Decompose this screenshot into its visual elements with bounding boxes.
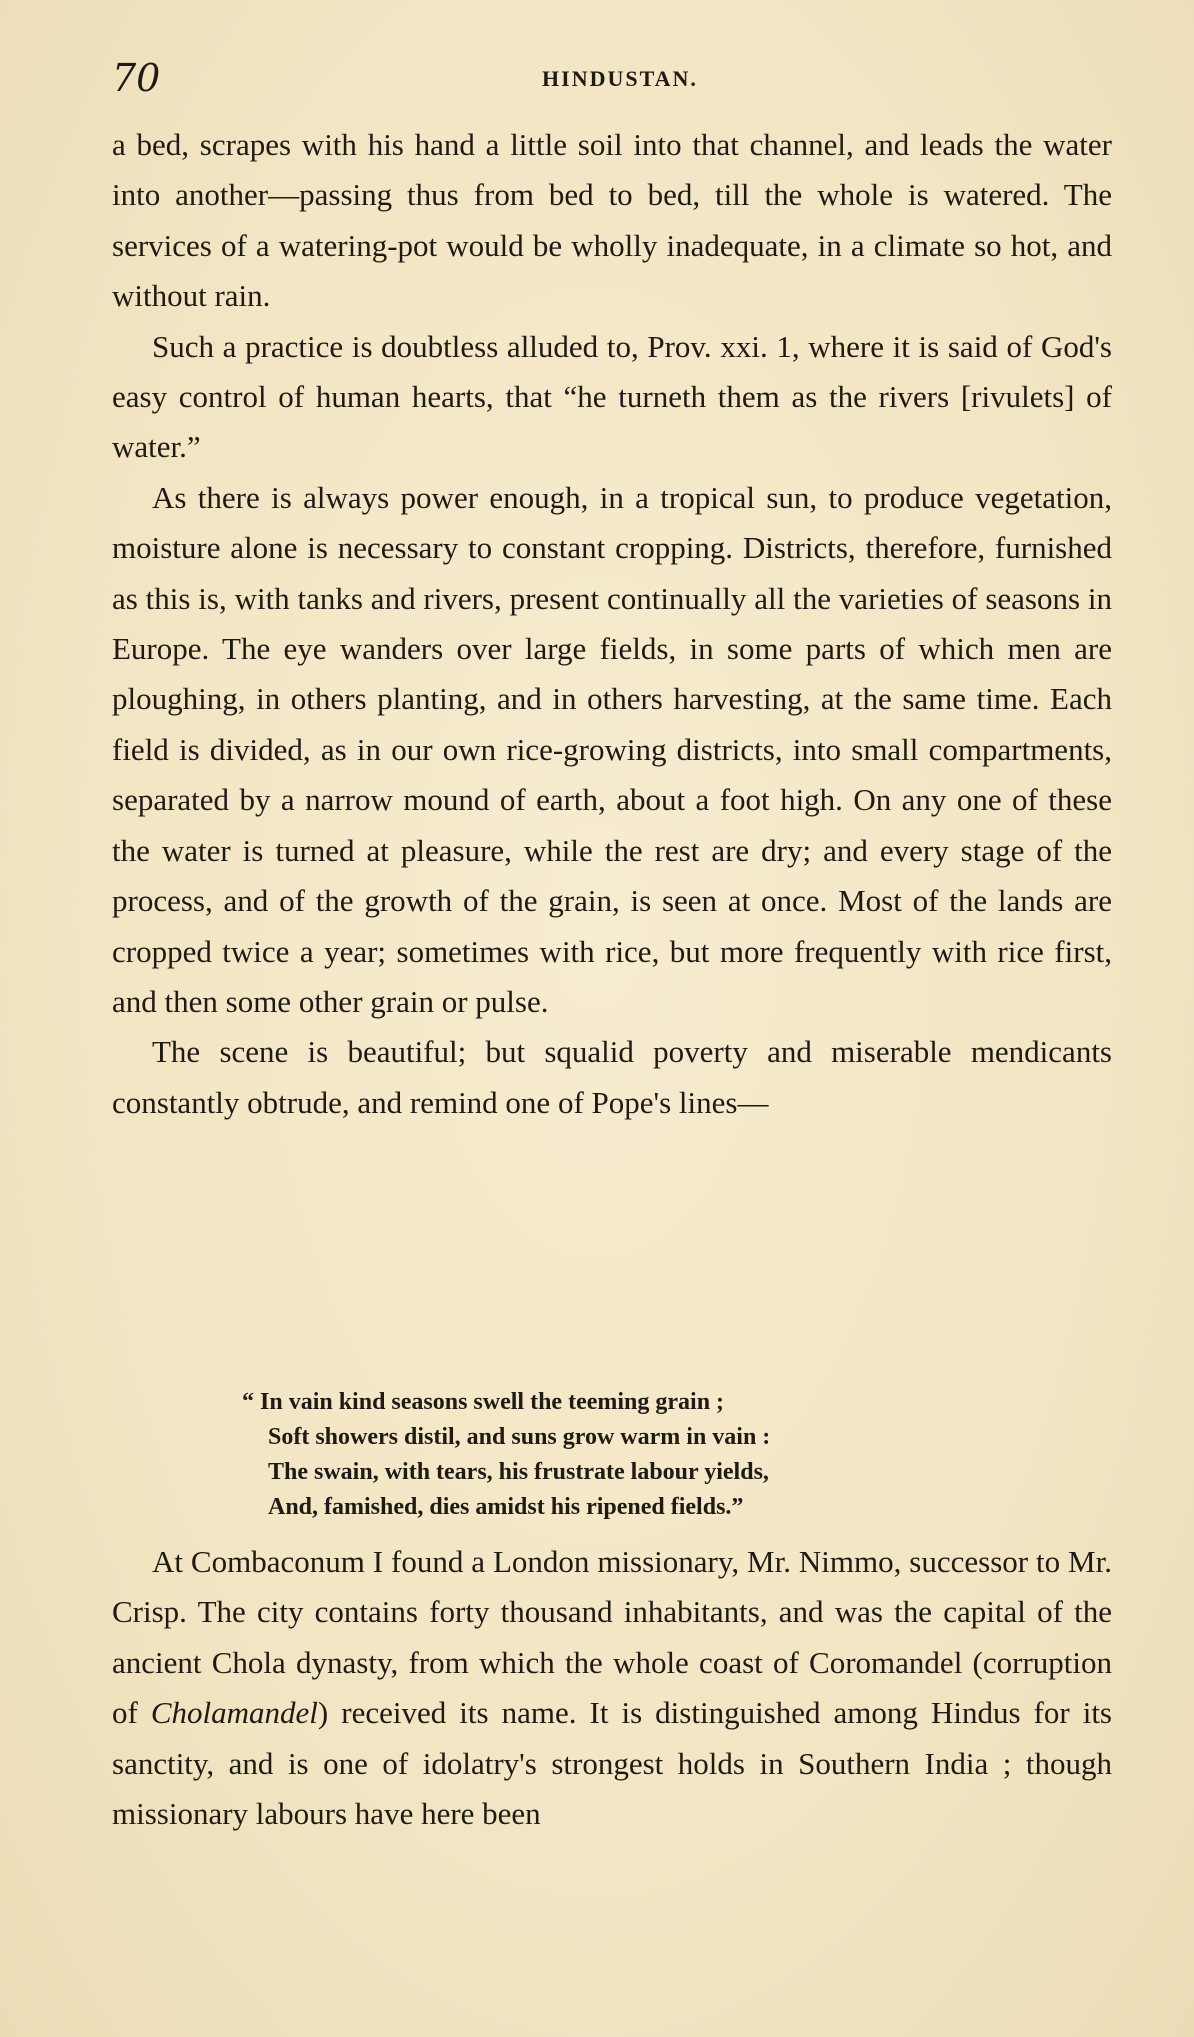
paragraph-text: At Combaconum I found a London missionary, Mr. Nimmo, successor to Mr. Crisp. The city contains forty thousand inhabitants, and was the capital of the ancient Chola dynasty, from which the whole coast of Coromandel (corruption of	[112, 1544, 1112, 1731]
verse-line: And, famished, dies amidst his ripened fields.”	[268, 1494, 744, 1520]
italic-term: Cholamandel	[150, 1695, 318, 1731]
body-text-continued	[112, 1537, 1112, 1839]
page-number: 70	[112, 56, 161, 100]
running-head: HINDUSTAN.	[542, 66, 698, 91]
verse-line: The swain, with tears, his frustrate labour yields,	[268, 1459, 769, 1485]
paragraph-continued: a bed, scrapes with his hand a little soil into that channel, and leads the water into another—passing thus from bed to bed, till the whole is watered. The services of a watering-pot would be wholly inadequate, in a climate so hot, and without rain.	[112, 127, 1112, 314]
verse-line: “ In vain kind seasons swell the teeming grain ;	[242, 1389, 725, 1415]
verse-quotation	[242, 1385, 982, 1525]
paragraph-text: ) received its name. It is distinguished among Hindus for its sanctity, and is one of idolatry's strongest holds in Southern India ; though missionary labours have here been	[112, 1695, 1112, 1832]
paragraph-combaconum	[112, 1537, 1112, 1839]
verse-line: Soft showers distil, and suns grow warm in vain :	[268, 1424, 771, 1450]
body-text	[112, 120, 1112, 1128]
paragraph-cropping: As there is always power enough, in a tropical sun, to produce vegetation, moisture alone is necessary to constant cropping. Districts, therefore, furnished as this is, with tanks and rivers, present continually all the varieties of seasons in Europe. The eye wanders over large fields, in some parts of which men are ploughing, in others planting, and in others harvesting, at the same time. Each field is divided, as in our own rice-growing districts, into small compartments, separated by a narrow mound of earth, about a foot high. On any one of these the water is turned at pleasure, while the rest are dry; and every stage of the process, and of the growth of the grain, is seen at once. Most of the lands are cropped twice a year; sometimes with rice, but more frequently with rice first, and then some other grain or pulse.	[112, 479, 1112, 1019]
paragraph-proverbs: Such a practice is doubtless alluded to, Prov. xxi. 1, where it is said of God's easy control of human hearts, that “he turneth them as the rivers [rivulets] of water.”	[112, 328, 1112, 465]
paragraph-scene: The scene is beautiful; but squalid poverty and miserable mendicants constantly obtrude, and remind one of Pope's lines—	[112, 1034, 1112, 1120]
